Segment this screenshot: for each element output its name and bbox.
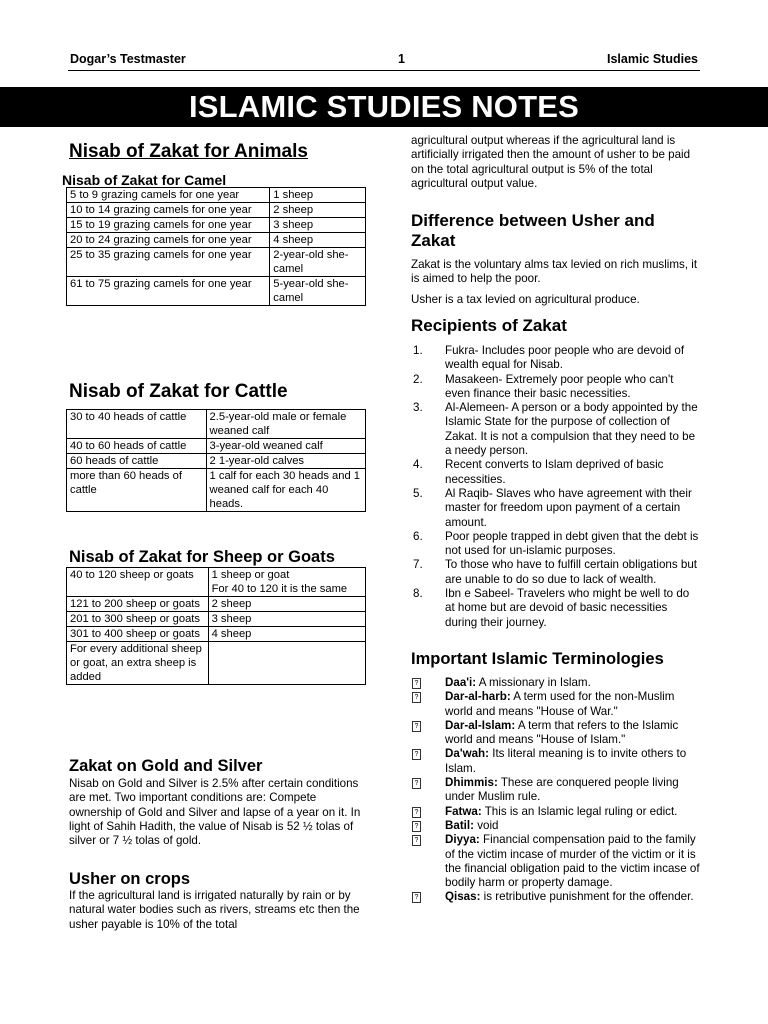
table-row [67,277,366,306]
term-definition: This is an Islamic legal ruling or edict. [481,804,678,818]
table-row [67,410,366,439]
table-cell-nisab: 3-year-old weaned calf [206,439,365,454]
camel-title: Nisab of Zakat for Camel [62,172,227,188]
bullet-box-icon: ? [412,749,421,760]
term-definition: A term used for the non-Muslim world and means "House of War." [445,690,675,718]
table-cell-quantity: 60 heads of cattle [67,454,207,469]
term-name: Batil: [445,818,474,832]
page-number: 1 [398,52,405,66]
list-number: 6. [413,529,423,543]
list-item [411,819,701,833]
list-item [411,587,701,630]
terms-list [411,676,701,905]
list-text: Masakeen- Extremely poor people who can't even finance their basic necessities. [445,372,674,400]
table-cell-nisab: 4 sheep [208,627,365,642]
table-cell-nisab [208,642,365,685]
list-text: Fukra- Includes poor people who are devoid of wealth equal for Nisab. [445,344,685,372]
table-cell-quantity: 40 to 120 sheep or goats [67,568,209,597]
difference-text-2: Usher is a tax levied on agricultural produce. [411,293,640,306]
list-text: To those who have to fulfill certain obligations but are unable to do so due to lack of wealth. [445,558,697,586]
table-cell-quantity: 301 to 400 sheep or goats [67,627,209,642]
table-row [67,469,366,512]
list-item [411,487,701,530]
difference-title: Difference between Usher and Zakat [411,211,655,250]
term-definition: Financial compensation paid to the family of the victim incase of murder of the victim or it is the financial obligation paid to the victim incase of bodily harm or property damage. [445,833,700,890]
table-cell-nisab: 4 sheep [270,233,366,248]
list-item [411,776,701,805]
list-number: 2. [413,372,423,386]
list-item [411,833,701,890]
table-row [67,597,366,612]
table-cell-nisab: 2.5-year-old male or female weaned calf [206,410,365,439]
term-definition: Its literal meaning is to invite others to Islam. [445,747,687,775]
sheep-title: Nisab of Zakat for Sheep or Goats [69,548,335,566]
term-definition: is retributive punishment for the offender. [480,890,694,904]
list-item [411,690,701,719]
table-cell-quantity: 10 to 14 grazing camels for one year [67,203,270,218]
list-item [411,890,701,904]
sheep-table [66,567,366,685]
term-name: Da'wah: [445,747,489,761]
table-cell-nisab: 2 sheep [208,597,365,612]
usher-title: Usher on crops [69,870,191,888]
gold-title: Zakat on Gold and Silver [69,757,263,775]
list-text: Al-Alemeen- A person or a body appointed by the Islamic State for the purpose of collection of Zakat. It is not a compulsion that they need to be a needy person. [445,401,698,458]
usher-continued-text: agricultural output whereas if the agricultural land is artificially irrigated then the amount of usher to be paid on the total agricultural output is 5% of the total agricultural output value. [411,134,691,190]
bullet-box-icon: ? [412,835,421,846]
list-item [411,676,701,690]
table-row [67,203,366,218]
table-cell-quantity: 20 to 24 grazing camels for one year [67,233,270,248]
recipients-list [411,344,701,630]
bullet-box-icon: ? [412,692,421,703]
term-name: Daa'i: [445,676,477,689]
table-cell-nisab: 1 sheep or goat For 40 to 120 it is the same [208,568,365,597]
term-definition: void [473,818,499,832]
list-item [411,805,701,819]
term-name: Dhimmis: [445,776,498,790]
table-cell-nisab: 5-year-old she-camel [270,277,366,306]
bullet-box-icon: ? [412,807,421,818]
list-item [411,458,701,487]
recipients-title: Recipients of Zakat [411,316,567,335]
table-row [67,188,366,203]
list-item [411,344,701,373]
list-item [411,719,701,748]
list-number: 3. [413,401,423,415]
table-row [67,218,366,233]
list-text: Recent converts to Islam deprived of basic necessities. [445,458,664,486]
table-row [67,233,366,248]
animals-title: Nisab of Zakat for Animals [69,141,308,162]
table-cell-quantity: 25 to 35 grazing camels for one year [67,248,270,277]
table-cell-nisab: 3 sheep [208,612,365,627]
bullet-box-icon: ? [412,678,421,689]
table-cell-quantity: 121 to 200 sheep or goats [67,597,209,612]
table-cell-nisab: 1 calf for each 30 heads and 1 weaned calf for each 40 heads. [206,469,365,512]
list-text: Ibn e Sabeel- Travelers who might be well to do at home but are devoid of basic necessities during their journey. [445,587,690,629]
list-item [411,401,701,458]
term-name: Dar-al-harb: [445,690,511,704]
list-item [411,373,701,402]
table-row [67,248,366,277]
table-cell-quantity: 15 to 19 grazing camels for one year [67,218,270,233]
term-name: Fatwa: [445,804,482,818]
list-item [411,558,701,587]
camel-table [66,187,366,306]
list-number: 7. [413,558,423,572]
bullet-box-icon: ? [412,721,421,732]
list-text: Al Raqib- Slaves who have agreement with their master for freedom upon payment of a certain amount. [445,486,692,529]
table-cell-nisab: 1 sheep [270,188,366,203]
table-cell-quantity: 201 to 300 sheep or goats [67,612,209,627]
list-item [411,747,701,776]
table-cell-quantity: 5 to 9 grazing camels for one year [67,188,270,203]
table-cell-nisab: 2 sheep [270,203,366,218]
terms-title: Important Islamic Terminologies [411,650,664,668]
header-right: Islamic Studies [606,52,698,66]
table-row [67,568,366,597]
list-number: 8. [413,587,423,601]
gold-text: Nisab on Gold and Silver is 2.5% after certain conditions are met. Two important conditions are: Compete ownership of Gold and Silver and lapse of a year on it. In light of Sahih Hadith, the value of Nisab is 52 ½ tolas of silver or 7 ½ tolas of gold. [69,777,361,848]
list-number: 1. [413,344,423,357]
table-row [67,439,366,454]
term-name: Dar-al-Islam: [445,718,516,732]
header-rule [68,70,700,71]
table-cell-quantity: 30 to 40 heads of cattle [67,410,207,439]
table-cell-nisab: 2 1-year-old calves [206,454,365,469]
table-cell-quantity: more than 60 heads of cattle [67,469,207,512]
list-number: 4. [413,458,423,472]
list-number: 5. [413,486,423,500]
table-cell-quantity: 40 to 60 heads of cattle [67,439,207,454]
table-cell-nisab: 2-year-old she-camel [270,248,366,277]
term-name: Qisas: [445,890,481,904]
term-definition: These are conquered people living under Muslim rule. [445,776,679,804]
bullet-box-icon: ? [412,821,421,832]
usher-text: If the agricultural land is irrigated naturally by rain or by natural water bodies such as rivers, streams etc then the usher payable is 10% of the total [69,889,360,931]
page-title-banner: ISLAMIC STUDIES NOTES [0,87,768,127]
term-name: Diyya: [445,833,480,847]
table-cell-quantity: 61 to 75 grazing camels for one year [67,277,270,306]
cattle-title: Nisab of Zakat for Cattle [69,381,288,402]
table-row [67,627,366,642]
term-definition: A missionary in Islam. [476,676,591,689]
table-cell-quantity: For every additional sheep or goat, an extra sheep is added [67,642,209,685]
bullet-box-icon: ? [412,778,421,789]
list-item [411,530,701,559]
term-definition: A term that refers to the Islamic world and means "House of Islam." [445,718,679,747]
table-row [67,454,366,469]
list-text: Poor people trapped in debt given that the debt is not used for un-islamic purposes. [445,529,699,558]
table-row [67,642,366,685]
bullet-box-icon: ? [412,892,421,903]
difference-text-1: Zakat is the voluntary alms tax levied on rich muslims, it is aimed to help the poor. [411,258,698,286]
header-left: Dogar’s Testmaster [70,52,186,66]
table-row [67,612,366,627]
table-cell-nisab: 3 sheep [270,218,366,233]
cattle-table [66,409,366,512]
